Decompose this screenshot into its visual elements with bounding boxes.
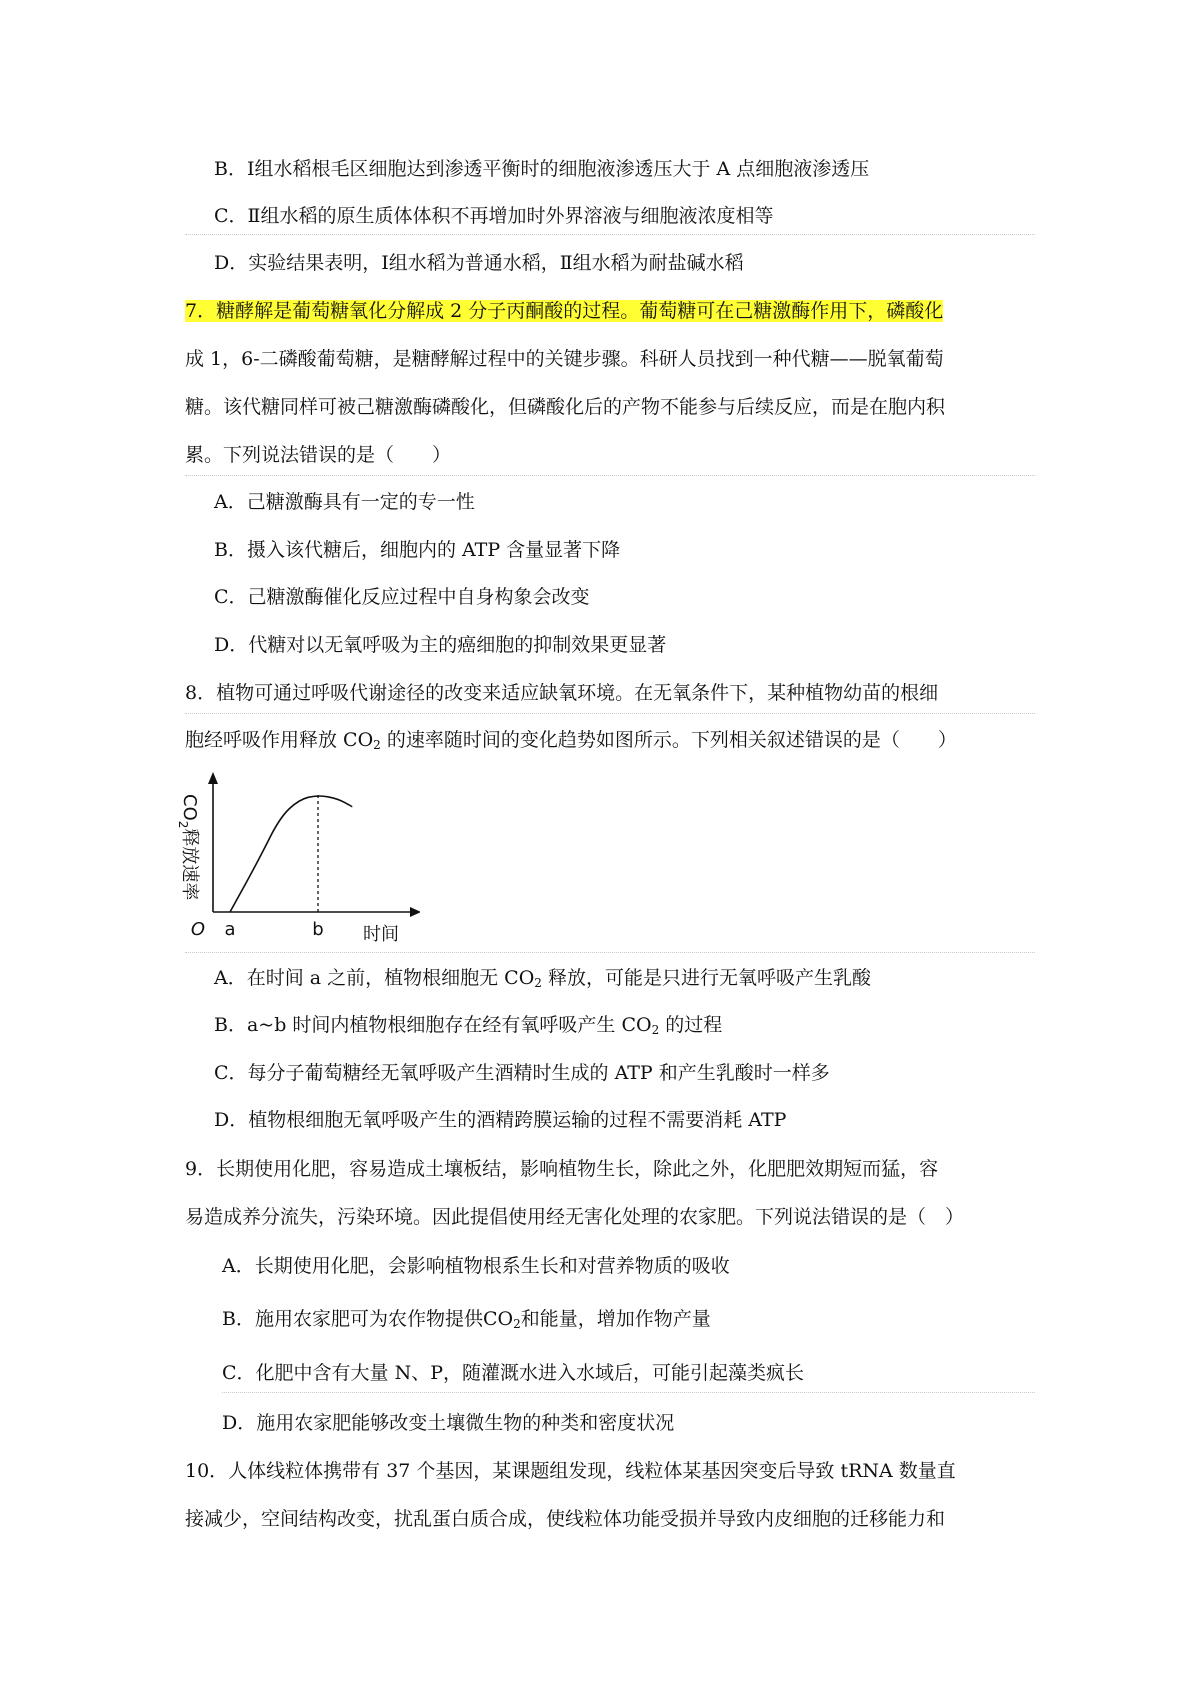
y-label-subscript: 2	[176, 820, 190, 829]
subscript: 2	[534, 976, 542, 990]
origin-label: O	[190, 919, 206, 940]
q9-stem-line2: 易造成养分流失，污染环境。因此提倡使用经无害化处理的农家肥。下列说法错误的是（ ）	[185, 1206, 965, 1228]
q6-option-d: D．实验结果表明，Ⅰ组水稻为普通水稻，Ⅱ组水稻为耐盐碱水稻	[214, 252, 744, 274]
text-run: 释放，可能是只进行无氧呼吸产生乳酸	[541, 967, 871, 989]
q9-option-a: A．长期使用化肥，会影响植物根系生长和对营养物质的吸收	[222, 1255, 730, 1277]
q9-option-b	[222, 1306, 711, 1332]
q8-option-c: C．每分子葡萄糖经无氧呼吸产生酒精时生成的 ATP 和产生乳酸时一样多	[214, 1062, 830, 1084]
y-axis-arrow	[208, 772, 218, 784]
subscript: 2	[513, 1317, 521, 1331]
q8-option-b	[214, 1012, 722, 1038]
co2-rate-curve	[230, 796, 352, 912]
text-run: B．施用农家肥可为农作物提供CO	[222, 1308, 514, 1330]
q6-option-c: C．Ⅱ组水稻的原生质体体积不再增加时外界溶液与细胞液浓度相等	[214, 205, 774, 227]
highlighted-text: 7．糖酵解是葡萄糖氧化分解成 2 分子丙酮酸的过程。葡萄糖可在己糖激酶作用下，磷酸化	[185, 300, 944, 322]
q7-option-a: A．己糖激酶具有一定的专一性	[214, 491, 475, 513]
q8-option-d: D．植物根细胞无氧呼吸产生的酒精跨膜运输的过程不需要消耗 ATP	[214, 1109, 787, 1131]
q9-stem-line1: 9．长期使用化肥，容易造成土壤板结，影响植物生长，除此之外，化肥肥效期短而猛，容	[185, 1158, 939, 1180]
y-axis-label	[176, 794, 200, 900]
text-run: 和能量，增加作物产量	[520, 1308, 711, 1330]
q8-stem-line2	[185, 727, 957, 753]
x-tick-label-b: b	[312, 919, 324, 940]
co2-release-rate-chart	[160, 770, 420, 945]
q8-stem-line1: 8．植物可通过呼吸代谢途径的改变来适应缺氧环境。在无氧条件下，某种植物幼苗的根细	[185, 682, 939, 704]
q6-option-b: B．Ⅰ组水稻根毛区细胞达到渗透平衡时的细胞液渗透压大于 A 点细胞液渗透压	[214, 158, 870, 180]
divider	[222, 1392, 1035, 1393]
q9-option-c: C．化肥中含有大量 N、P，随灌溉水进入水域后，可能引起藻类疯长	[222, 1362, 804, 1384]
q7-option-c: C．己糖激酶催化反应过程中自身构象会改变	[214, 586, 590, 608]
x-tick-label-a: a	[224, 919, 236, 940]
q7-stem-line2: 成 1，6-二磷酸葡萄糖，是糖酵解过程中的关键步骤。科研人员找到一种代糖——脱氧葡萄	[185, 348, 944, 370]
subscript: 2	[373, 738, 381, 752]
q7-option-b: B．摄入该代糖后，细胞内的 ATP 含量显著下降	[214, 539, 621, 561]
q7-option-d: D．代糖对以无氧呼吸为主的癌细胞的抑制效果更显著	[214, 634, 667, 656]
divider	[185, 952, 1035, 953]
divider	[185, 475, 1035, 476]
q10-stem-line1: 10．人体线粒体携带有 37 个基因，某课题组发现，线粒体某基因突变后导致 tRNA 数量直	[185, 1460, 956, 1482]
divider	[185, 713, 1035, 714]
y-label-part: 释放速率	[179, 828, 200, 901]
q7-stem-line4: 累。下列说法错误的是（ ）	[185, 444, 452, 466]
subscript: 2	[651, 1023, 660, 1037]
text-run: 的过程	[659, 1014, 723, 1036]
q8-option-a	[214, 965, 871, 991]
divider	[185, 234, 1035, 235]
x-axis-arrow	[410, 907, 420, 917]
text-run: 胞经呼吸作用释放 CO	[185, 729, 374, 751]
q7-stem-line1	[185, 298, 943, 324]
y-label-part: CO	[179, 794, 200, 821]
text-run: 的速率随时间的变化趋势如图所示。下列相关叙述错误的是（ ）	[380, 729, 957, 751]
q7-stem-line3: 糖。该代糖同样可被己糖激酶磷酸化，但磷酸化后的产物不能参与后续反应，而是在胞内积	[185, 396, 946, 418]
x-axis-label: 时间	[363, 924, 399, 945]
q10-stem-line2: 接减少，空间结构改变，扰乱蛋白质合成，使线粒体功能受损并导致内皮细胞的迁移能力和	[185, 1508, 946, 1530]
q9-option-d: D．施用农家肥能够改变土壤微生物的种类和密度状况	[222, 1412, 675, 1434]
text-run: A．在时间 a 之前，植物根细胞无 CO	[214, 967, 535, 989]
text-run: B．a~b 时间内植物根细胞存在经有氧呼吸产生 CO	[214, 1014, 652, 1036]
